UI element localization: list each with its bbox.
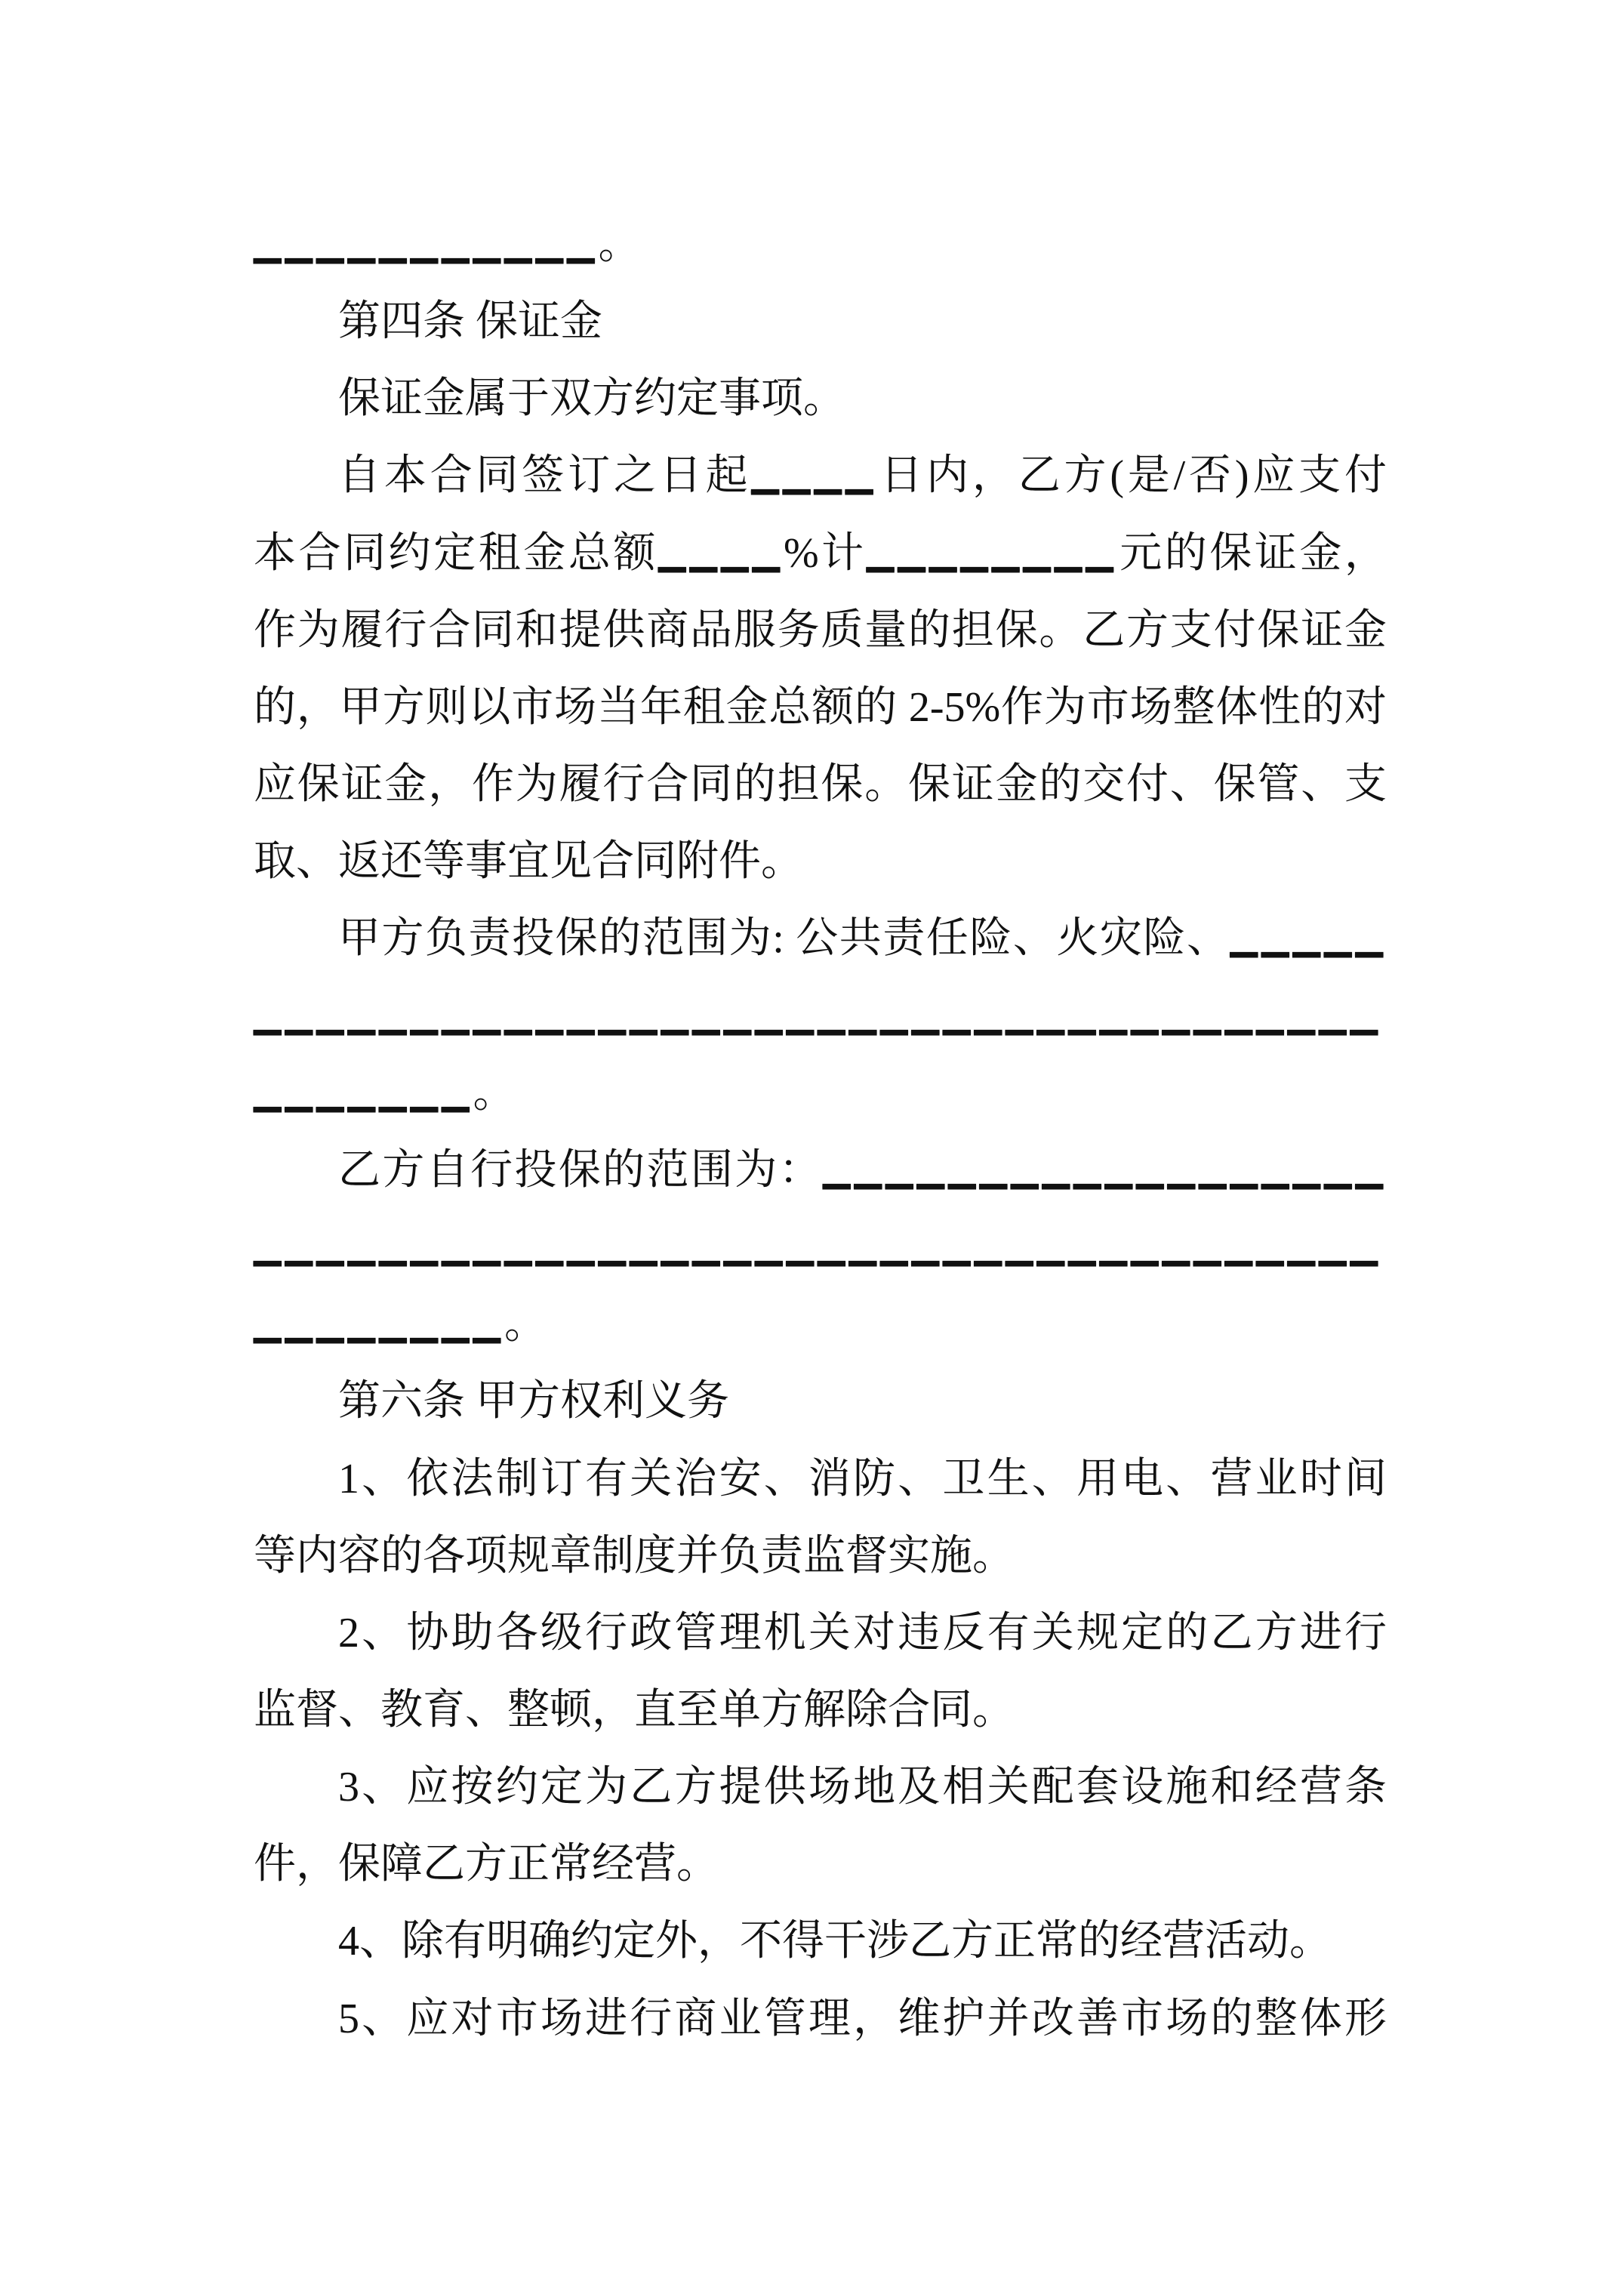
paragraph bbox=[254, 437, 1387, 900]
text-line bbox=[254, 1903, 1387, 1980]
text-line bbox=[254, 1055, 1387, 1132]
text-run: 自本合同签订之日起 bbox=[338, 452, 752, 500]
text-run: %计 bbox=[783, 529, 867, 577]
text-run: 本合同约定租金总额 bbox=[254, 529, 658, 577]
list-item bbox=[254, 1441, 1387, 1595]
text-line bbox=[254, 515, 1387, 592]
text-run: 甲方负责投保的范围为: 公共责任险、火灾险、 bbox=[338, 915, 1230, 963]
fill-in-blank: ____ bbox=[751, 439, 877, 501]
text-run: 。 bbox=[504, 1301, 547, 1348]
list-item bbox=[254, 1980, 1387, 2057]
text-line bbox=[254, 1672, 1387, 1749]
fill-in-blank: ________ bbox=[866, 516, 1117, 578]
paragraph bbox=[254, 1132, 1387, 1363]
text-line bbox=[254, 283, 1387, 360]
text-run: 5、应对市场进行商业管理，维护并改善市场的整体形 bbox=[338, 1995, 1387, 2042]
text-line bbox=[254, 669, 1387, 746]
text-run: 元的保证金， bbox=[1116, 529, 1387, 577]
list-item bbox=[254, 1749, 1387, 1903]
document-body bbox=[254, 206, 1387, 2057]
fill-in-blank: ________ bbox=[254, 1287, 504, 1349]
text-run: 应保证金，作为履行合同的担保。保证金的交付、保管、支 bbox=[254, 761, 1387, 809]
text-run: 4、除有明确约定外，不得干涉乙方正常的经营活动。 bbox=[338, 1918, 1332, 1965]
text-line bbox=[254, 1980, 1387, 2057]
text-line bbox=[254, 900, 1387, 977]
text-run: 作为履行合同和提供商品服务质量的担保。乙方支付保证金 bbox=[254, 606, 1387, 654]
text-run: 取、返还等事宜见合同附件。 bbox=[254, 838, 803, 886]
fill-in-blank: ____ bbox=[658, 516, 784, 578]
fill-in-blank: ____________________________________ bbox=[254, 1210, 1381, 1272]
text-line bbox=[254, 823, 1387, 900]
text-line bbox=[254, 437, 1387, 514]
text-run: 3、应按约定为乙方提供场地及相关配套设施和经营条 bbox=[338, 1764, 1387, 1811]
fill-in-blank: ___________ bbox=[254, 208, 599, 269]
text-line bbox=[254, 592, 1387, 669]
paragraph bbox=[254, 360, 1387, 437]
text-run: 件，保障乙方正常经营。 bbox=[254, 1841, 719, 1888]
text-run: 的，甲方则以市场当年租金总额的 2-5%作为市场整体性的对 bbox=[254, 683, 1387, 731]
text-line bbox=[254, 206, 1387, 283]
paragraph bbox=[254, 900, 1387, 1131]
text-line bbox=[254, 1595, 1387, 1672]
text-line bbox=[254, 1826, 1387, 1903]
text-line bbox=[254, 1132, 1387, 1209]
clause-heading bbox=[254, 1363, 1387, 1440]
clause-heading bbox=[254, 283, 1387, 360]
list-item bbox=[254, 1903, 1387, 1980]
fill-in-blank: _____ bbox=[1230, 901, 1387, 963]
text-line bbox=[254, 978, 1387, 1055]
text-run: 。 bbox=[473, 1069, 516, 1117]
text-run: 日内，乙方(是/否)应支付 bbox=[876, 452, 1387, 500]
paragraph-continued bbox=[254, 206, 1387, 283]
text-run: 1、依法制订有关治安、消防、卫生、用电、营业时间 bbox=[338, 1455, 1387, 1502]
text-run: 等内容的各项规章制度并负责监督实施。 bbox=[254, 1532, 1015, 1579]
text-run: 。 bbox=[598, 221, 641, 268]
text-line bbox=[254, 746, 1387, 823]
list-item bbox=[254, 1595, 1387, 1749]
text-line bbox=[254, 1441, 1387, 1518]
text-run: 监督、教育、整顿，直至单方解除合同。 bbox=[254, 1686, 1015, 1734]
text-line bbox=[254, 1286, 1387, 1363]
text-run: 保证金属于双方约定事项。 bbox=[338, 375, 845, 423]
text-line bbox=[254, 1209, 1387, 1286]
text-line bbox=[254, 360, 1387, 437]
fill-in-blank: ____________________________________ bbox=[254, 978, 1381, 1040]
fill-in-blank: __________________ bbox=[823, 1133, 1387, 1194]
text-run: 第六条 甲方权利义务 bbox=[338, 1378, 729, 1425]
text-run: 第四条 保证金 bbox=[338, 298, 602, 346]
text-line bbox=[254, 1749, 1387, 1826]
text-line bbox=[254, 1363, 1387, 1440]
text-line bbox=[254, 1518, 1387, 1595]
text-run: 乙方自行投保的范围为： bbox=[338, 1146, 823, 1194]
text-run: 2、协助各级行政管理机关对违反有关规定的乙方进行 bbox=[338, 1609, 1387, 1657]
fill-in-blank: _______ bbox=[254, 1056, 473, 1117]
